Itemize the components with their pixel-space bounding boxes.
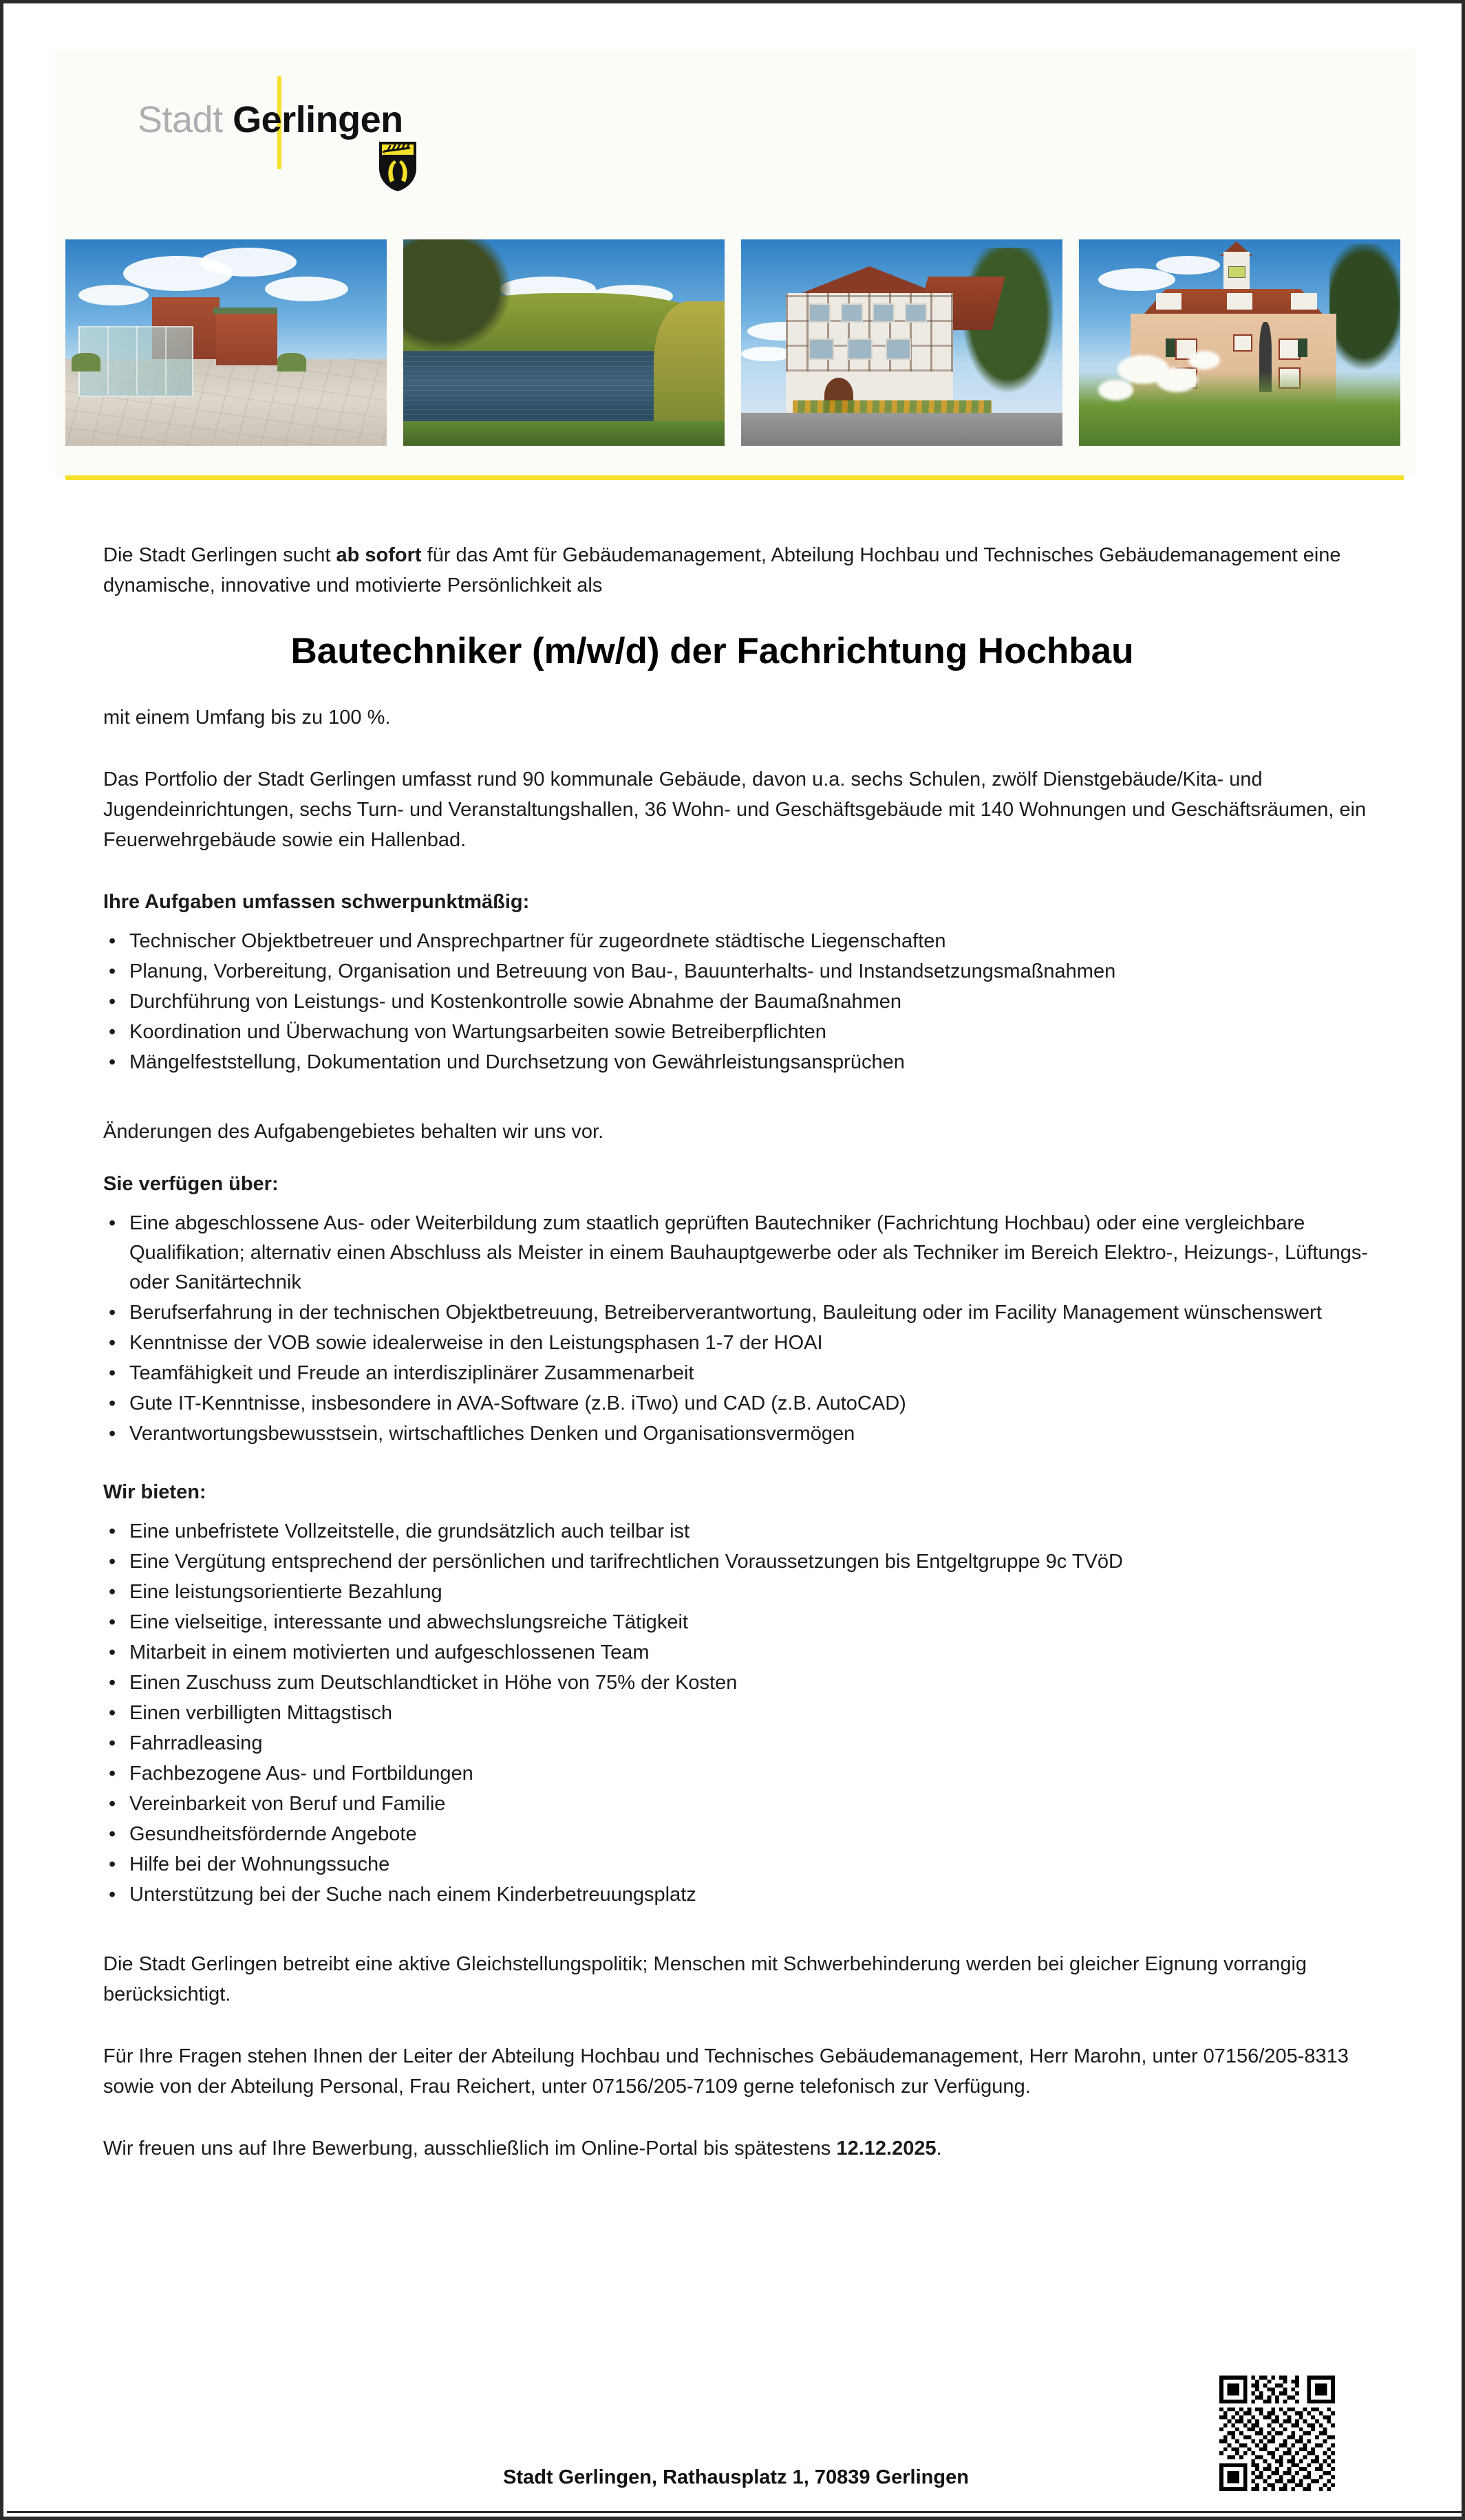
yellow-divider-rule [65,475,1404,480]
list-item: • Eine leistungsorientierte Bezahlung [103,1577,1369,1607]
tasks-list [103,927,1369,1077]
tasks-heading: Ihre Aufgaben umfassen schwerpunktmäßig: [103,891,530,913]
list-item: • Technischer Objektbetreuer und Ansprechpartner für zugeordnete städtische Liegenschaften [103,927,1369,956]
application-suffix: . [936,2137,942,2160]
logo-word-gerlingen: Gerlingen [233,99,403,140]
footer-address: Stadt Gerlingen, Rathausplatz 1, 70839 Gerlingen [503,2466,969,2488]
list-item: • Eine Vergütung entsprechend der persönlichen und tarifrechtlichen Voraussetzungen bis Entgeltgruppe 9c TVöD [103,1547,1369,1577]
contact-paragraph: Für Ihre Fragen stehen Ihnen der Leiter der Abteilung Hochbau und Technisches Gebäudemanagement, Herr Marohn, unter 07156/205-8313 sowie von der Abteilung Personal, Frau Reichert, unter 07156/205-7109 gerne telefonisch zur Verfügung. [103,2045,1349,2098]
list-item: • Koordination und Überwachung von Wartungsarbeiten sowie Betreiberpflichten [103,1017,1369,1047]
list-item: • Eine unbefristete Vollzeitstelle, die grundsätzlich auch teilbar ist [103,1517,1369,1547]
list-item: • Durchführung von Leistungs- und Kostenkontrolle sowie Abnahme der Baumaßnahmen [103,987,1369,1017]
requirements-heading: Sie verfügen über: [103,1173,279,1195]
photo-pond-autumn [403,239,725,446]
list-item: • Eine abgeschlossene Aus- oder Weiterbildung zum staatlich geprüften Bautechniker (Fachrichtung Hochbau) oder eine vergleichbare Qualifikation; alternativ einen Abschluss als Meister in einem Bauhauptgewerbe oder als Techniker im Bereich Elektro-, Heizungs-, Lüftungs- oder Sanitärtechnik [103,1209,1369,1297]
intro-paragraph [103,540,1369,601]
list-item: • Einen Zuschuss zum Deutschlandticket in Höhe von 75% der Kosten [103,1668,1369,1698]
photo-historic-town-hall [1079,239,1400,446]
offer-heading: Wir bieten: [103,1481,206,1503]
application-prefix: Wir freuen uns auf Ihre Bewerbung, ausschließlich im Online-Portal bis spätestens [103,2137,837,2160]
list-item: • Einen verbilligten Mittagstisch [103,1699,1369,1728]
list-item: • Berufserfahrung in der technischen Objektbetreuung, Betreiberverantwortung, Bauleitung oder im Facility Management wünschenswert [103,1298,1369,1328]
posting-content [103,540,1369,2168]
logo-word-stadt: Stadt [138,99,223,140]
list-item: • Hilfe bei der Wohnungssuche [103,1850,1369,1880]
photo-strip [65,239,1404,446]
intro-bold: ab sofort [336,544,422,566]
application-paragraph [103,2133,1369,2164]
list-item: • Kenntnisse der VOB sowie idealerweise in den Leistungsphasen 1-7 der HOAI [103,1328,1369,1358]
application-deadline: 12.12.2025 [836,2137,937,2160]
list-item: • Verantwortungsbewusstsein, wirtschaftliches Denken und Organisationsvermögen [103,1419,1369,1449]
gerlingen-coat-of-arms-icon [378,141,417,192]
list-item: • Gesundheitsfördernde Angebote [103,1820,1369,1849]
offer-list [103,1517,1369,1910]
photo-half-timbered-museum [741,239,1062,446]
scope-paragraph: mit einem Umfang bis zu 100 %. [103,707,391,729]
logo-wordmark [138,101,403,138]
equality-paragraph: Die Stadt Gerlingen betreibt eine aktive Gleichstellungspolitik; Menschen mit Schwerbehinderung werden bei gleicher Eignung vorrangig berücksichtigt. [103,1953,1307,2005]
list-item: • Unterstützung bei der Suche nach einem Kinderbetreuungsplatz [103,1880,1369,1910]
list-item: • Fahrradleasing [103,1729,1369,1758]
portfolio-paragraph: Das Portfolio der Stadt Gerlingen umfasst rund 90 kommunale Gebäude, davon u.a. sechs Schulen, zwölf Dienstgebäude/Kita- und Jugendeinrichtungen, sechs Turn- und Veranstaltungshallen, 36 Wohn- und Geschäftsgebäude mit 140 Wohnungen und Geschäftsräumen, ein Feuerwehrgebäude sowie ein Hallenbad. [103,768,1367,851]
photo-town-hall-square [65,239,387,446]
list-item: • Gute IT-Kenntnisse, insbesondere in AVA-Software (z.B. iTwo) und CAD (z.B. AutoCAD) [103,1389,1369,1419]
tasks-change-note: Änderungen des Aufgabengebietes behalten wir uns vor. [103,1121,604,1143]
intro-suffix: für das Amt für Gebäudemanagement, Abteilung Hochbau und Technisches Gebäudemanagement eine dynamische, innovative und motivierte Persönlichkeit als [103,544,1341,596]
intro-prefix: Die Stadt Gerlingen sucht [103,544,336,566]
list-item: • Fachbezogene Aus- und Fortbildungen [103,1759,1369,1789]
list-item: • Teamfähigkeit und Freude an interdisziplinärer Zusammenarbeit [103,1359,1369,1388]
list-item: • Vereinbarkeit von Beruf und Familie [103,1789,1369,1819]
job-title: Bautechniker (m/w/d) der Fachrichtung Hochbau [290,631,1134,671]
list-item: • Planung, Vorbereitung, Organisation und Betreuung von Bau-, Bauunterhalts- und Instandsetzungsmaßnahmen [103,957,1369,987]
requirements-list [103,1209,1369,1449]
list-item: • Mitarbeit in einem motivierten und aufgeschlossenen Team [103,1638,1369,1668]
list-item: • Mängelfeststellung, Dokumentation und Durchsetzung von Gewährleistungsansprüchen [103,1048,1369,1077]
list-item: • Eine vielseitige, interessante und abwechslungsreiche Tätigkeit [103,1608,1369,1637]
bottom-border-rule [7,2511,1465,2513]
